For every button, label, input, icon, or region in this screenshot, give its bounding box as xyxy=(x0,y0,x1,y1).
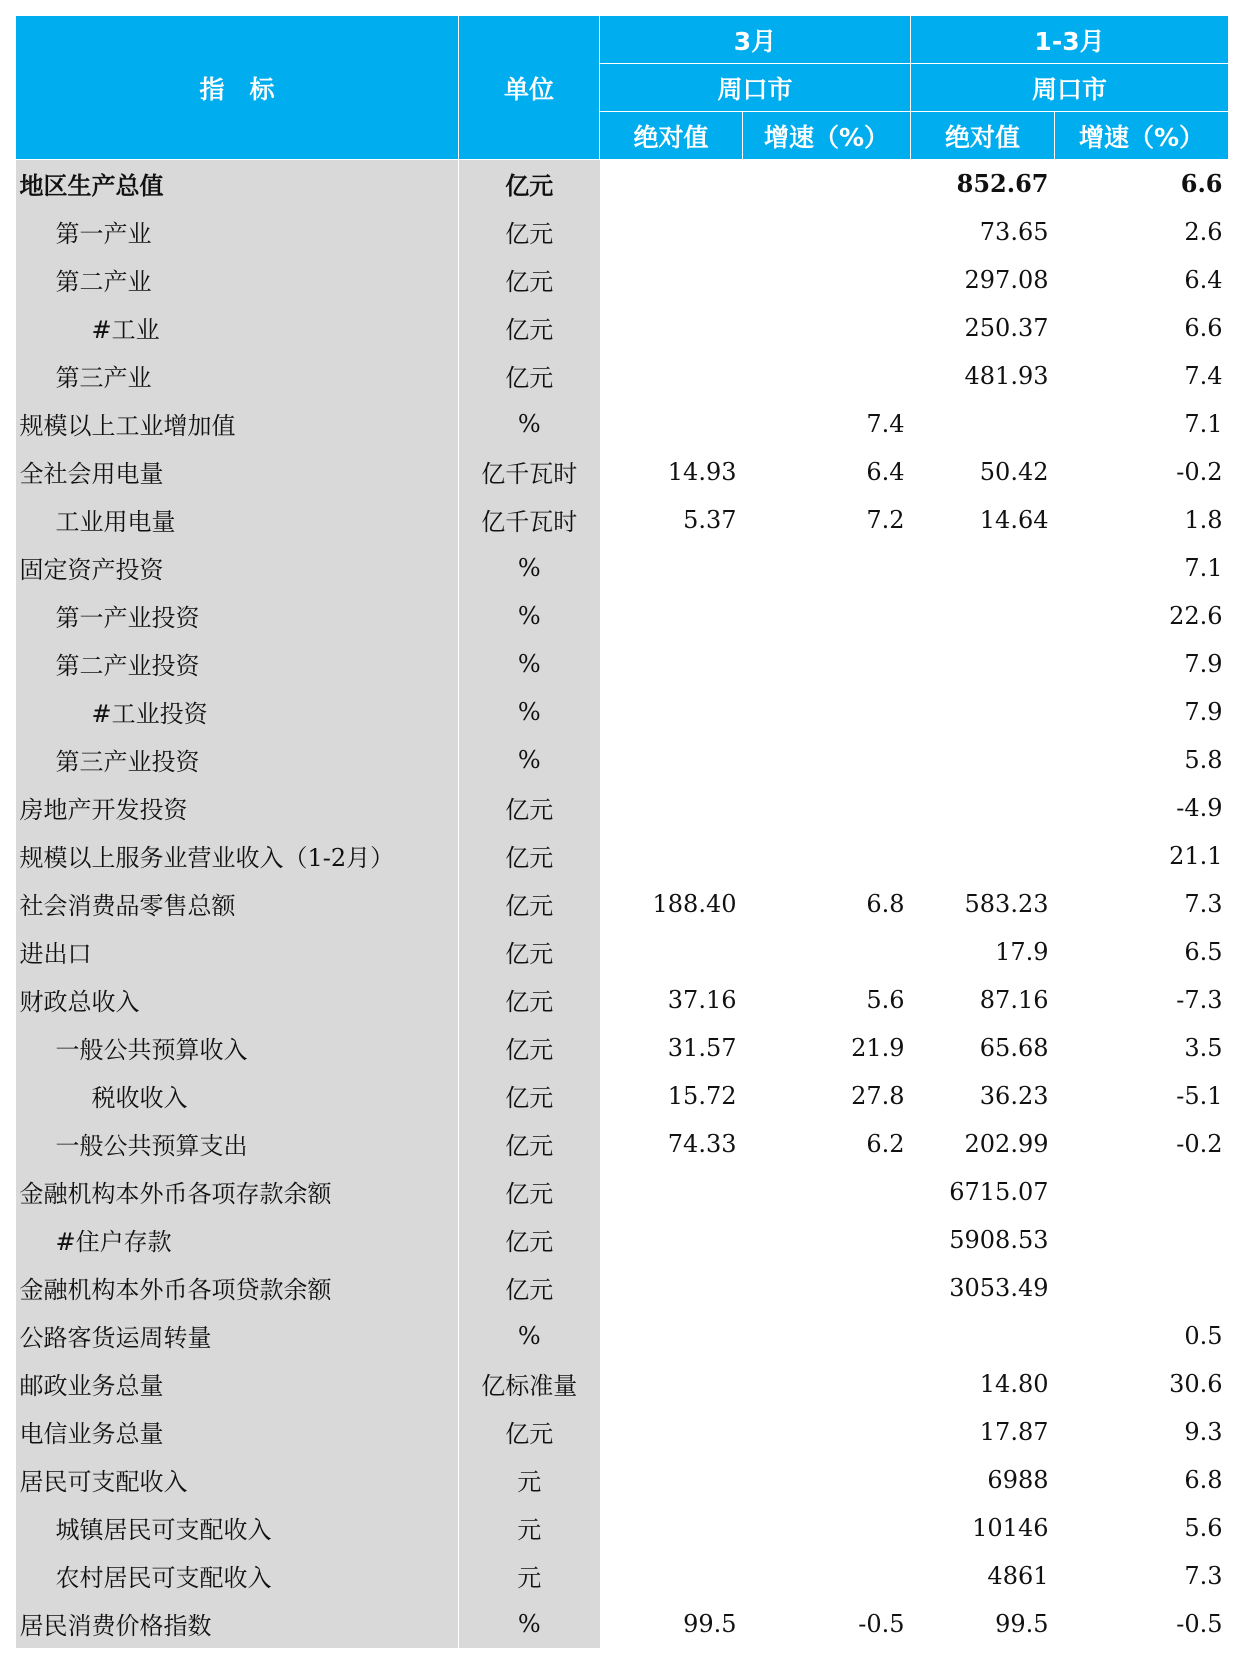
row-month-abs xyxy=(600,1552,743,1600)
row-month-growth xyxy=(743,352,911,400)
row-month-growth xyxy=(743,832,911,880)
row-cum-abs xyxy=(911,736,1055,784)
table-row xyxy=(16,1312,1229,1360)
row-name: 规模以上工业增加值 xyxy=(16,400,459,448)
table-row xyxy=(16,976,1229,1024)
row-unit: 亿元 xyxy=(459,304,600,352)
row-cum-abs xyxy=(911,640,1055,688)
row-name: 第三产业 xyxy=(16,352,459,400)
row-cum-growth: 0.5 xyxy=(1055,1312,1229,1360)
row-name: 第一产业 xyxy=(16,208,459,256)
row-cum-growth: 6.5 xyxy=(1055,928,1229,976)
row-month-growth: 6.2 xyxy=(743,1120,911,1168)
row-cum-abs: 14.80 xyxy=(911,1360,1055,1408)
row-cum-growth: 22.6 xyxy=(1055,592,1229,640)
row-month-abs xyxy=(600,1360,743,1408)
row-cum-abs: 17.87 xyxy=(911,1408,1055,1456)
row-month-abs xyxy=(600,256,743,304)
table-row xyxy=(16,880,1229,928)
row-month-abs: 74.33 xyxy=(600,1120,743,1168)
row-cum-abs: 87.16 xyxy=(911,976,1055,1024)
row-month-abs: 188.40 xyxy=(600,880,743,928)
row-name: #工业投资 xyxy=(16,688,459,736)
row-month-abs xyxy=(600,1312,743,1360)
row-cum-growth: 7.3 xyxy=(1055,1552,1229,1600)
row-month-abs: 15.72 xyxy=(600,1072,743,1120)
row-cum-abs: 73.65 xyxy=(911,208,1055,256)
header-region-cumulative: 周口市 xyxy=(911,64,1229,112)
row-month-abs xyxy=(600,208,743,256)
row-cum-growth: 3.5 xyxy=(1055,1024,1229,1072)
row-unit: 元 xyxy=(459,1456,600,1504)
header-growth-month: 增速（%） xyxy=(743,112,911,160)
row-unit: % xyxy=(459,640,600,688)
row-unit: 亿元 xyxy=(459,1216,600,1264)
row-month-abs: 14.93 xyxy=(600,448,743,496)
table-row xyxy=(16,640,1229,688)
row-month-abs xyxy=(600,1456,743,1504)
row-month-growth xyxy=(743,928,911,976)
row-month-abs xyxy=(600,1264,743,1312)
row-unit: 亿元 xyxy=(459,1120,600,1168)
row-name: 一般公共预算支出 xyxy=(16,1120,459,1168)
row-month-growth xyxy=(743,640,911,688)
row-unit: 亿元 xyxy=(459,928,600,976)
row-cum-abs: 6988 xyxy=(911,1456,1055,1504)
row-month-growth: 21.9 xyxy=(743,1024,911,1072)
header-period-cumulative: 1-3月 xyxy=(911,16,1229,64)
row-month-growth xyxy=(743,256,911,304)
row-cum-abs xyxy=(911,1312,1055,1360)
row-name: #住户存款 xyxy=(16,1216,459,1264)
row-cum-growth: 7.3 xyxy=(1055,880,1229,928)
statistics-table xyxy=(15,15,1229,1648)
row-cum-abs: 36.23 xyxy=(911,1072,1055,1120)
row-month-abs xyxy=(600,640,743,688)
row-unit: % xyxy=(459,1600,600,1648)
row-name: #工业 xyxy=(16,304,459,352)
row-unit: % xyxy=(459,1312,600,1360)
table-row xyxy=(16,1120,1229,1168)
row-month-abs: 37.16 xyxy=(600,976,743,1024)
row-cum-growth: -0.5 xyxy=(1055,1600,1229,1648)
row-unit: 元 xyxy=(459,1504,600,1552)
table-row xyxy=(16,688,1229,736)
row-cum-growth: 7.9 xyxy=(1055,640,1229,688)
row-name: 第一产业投资 xyxy=(16,592,459,640)
row-cum-abs: 481.93 xyxy=(911,352,1055,400)
row-month-abs xyxy=(600,1504,743,1552)
row-unit: % xyxy=(459,688,600,736)
row-month-abs xyxy=(600,160,743,208)
row-unit: 亿元 xyxy=(459,880,600,928)
row-month-growth: -0.5 xyxy=(743,1600,911,1648)
row-cum-growth: 6.6 xyxy=(1055,160,1229,208)
row-month-growth: 7.4 xyxy=(743,400,911,448)
table-row xyxy=(16,208,1229,256)
header-indicator: 指 标 xyxy=(16,16,459,160)
row-unit: 亿元 xyxy=(459,256,600,304)
row-month-growth xyxy=(743,160,911,208)
row-cum-abs: 4861 xyxy=(911,1552,1055,1600)
row-unit: 亿元 xyxy=(459,976,600,1024)
row-month-growth xyxy=(743,736,911,784)
row-unit: 亿元 xyxy=(459,1072,600,1120)
row-cum-growth: 21.1 xyxy=(1055,832,1229,880)
row-month-abs xyxy=(600,544,743,592)
row-name: 第二产业投资 xyxy=(16,640,459,688)
row-unit: 亿元 xyxy=(459,352,600,400)
row-name: 电信业务总量 xyxy=(16,1408,459,1456)
header-growth-cumulative: 增速（%） xyxy=(1055,112,1229,160)
row-name: 规模以上服务业营业收入（1-2月） xyxy=(16,832,459,880)
row-month-growth: 6.4 xyxy=(743,448,911,496)
row-cum-abs: 99.5 xyxy=(911,1600,1055,1648)
row-cum-abs: 297.08 xyxy=(911,256,1055,304)
row-name: 邮政业务总量 xyxy=(16,1360,459,1408)
table-body xyxy=(16,160,1229,1648)
table-row xyxy=(16,544,1229,592)
row-cum-abs: 65.68 xyxy=(911,1024,1055,1072)
row-cum-abs xyxy=(911,784,1055,832)
row-unit: % xyxy=(459,592,600,640)
row-month-abs xyxy=(600,304,743,352)
row-cum-abs xyxy=(911,400,1055,448)
row-cum-growth xyxy=(1055,1264,1229,1312)
row-unit: 亿元 xyxy=(459,1264,600,1312)
table-row xyxy=(16,1024,1229,1072)
row-cum-abs: 3053.49 xyxy=(911,1264,1055,1312)
header-abs-month: 绝对值 xyxy=(600,112,743,160)
table-row xyxy=(16,784,1229,832)
row-month-growth: 7.2 xyxy=(743,496,911,544)
row-cum-growth: 2.6 xyxy=(1055,208,1229,256)
row-cum-growth: 5.6 xyxy=(1055,1504,1229,1552)
row-name: 地区生产总值 xyxy=(16,160,459,208)
header-period-month: 3月 xyxy=(600,16,911,64)
table-row xyxy=(16,1552,1229,1600)
row-cum-growth: 6.4 xyxy=(1055,256,1229,304)
row-unit: 亿元 xyxy=(459,208,600,256)
row-unit: 亿元 xyxy=(459,832,600,880)
row-cum-abs xyxy=(911,832,1055,880)
table-row xyxy=(16,1072,1229,1120)
row-unit: % xyxy=(459,544,600,592)
table-row xyxy=(16,304,1229,352)
table-row xyxy=(16,496,1229,544)
row-cum-abs: 202.99 xyxy=(911,1120,1055,1168)
row-name: 金融机构本外币各项存款余额 xyxy=(16,1168,459,1216)
table-row xyxy=(16,160,1229,208)
row-name: 城镇居民可支配收入 xyxy=(16,1504,459,1552)
row-cum-growth: -4.9 xyxy=(1055,784,1229,832)
row-month-growth xyxy=(743,1408,911,1456)
table-row xyxy=(16,1600,1229,1648)
row-month-growth xyxy=(743,304,911,352)
row-cum-growth xyxy=(1055,1216,1229,1264)
row-cum-growth: -7.3 xyxy=(1055,976,1229,1024)
row-month-abs xyxy=(600,832,743,880)
row-name: 进出口 xyxy=(16,928,459,976)
table-row xyxy=(16,448,1229,496)
row-month-abs xyxy=(600,400,743,448)
row-unit: 元 xyxy=(459,1552,600,1600)
row-month-growth xyxy=(743,592,911,640)
table-row xyxy=(16,1408,1229,1456)
row-month-growth xyxy=(743,208,911,256)
row-cum-abs: 10146 xyxy=(911,1504,1055,1552)
row-month-abs: 5.37 xyxy=(600,496,743,544)
row-name: 公路客货运周转量 xyxy=(16,1312,459,1360)
row-name: 居民消费价格指数 xyxy=(16,1600,459,1648)
row-month-growth xyxy=(743,1264,911,1312)
row-month-growth xyxy=(743,1456,911,1504)
row-name: 税收收入 xyxy=(16,1072,459,1120)
table-row xyxy=(16,736,1229,784)
table-row xyxy=(16,1456,1229,1504)
row-cum-abs: 852.67 xyxy=(911,160,1055,208)
row-cum-growth: 7.1 xyxy=(1055,544,1229,592)
row-cum-growth: -0.2 xyxy=(1055,1120,1229,1168)
row-cum-abs: 50.42 xyxy=(911,448,1055,496)
row-name: 房地产开发投资 xyxy=(16,784,459,832)
table-row xyxy=(16,256,1229,304)
row-unit: 亿元 xyxy=(459,1168,600,1216)
table-row xyxy=(16,1216,1229,1264)
row-unit: 亿元 xyxy=(459,1408,600,1456)
row-cum-growth: 9.3 xyxy=(1055,1408,1229,1456)
row-cum-abs xyxy=(911,592,1055,640)
row-name: 金融机构本外币各项贷款余额 xyxy=(16,1264,459,1312)
row-unit: 亿千瓦时 xyxy=(459,448,600,496)
row-cum-abs xyxy=(911,544,1055,592)
row-name: 财政总收入 xyxy=(16,976,459,1024)
row-unit: % xyxy=(459,736,600,784)
row-cum-growth: 7.1 xyxy=(1055,400,1229,448)
row-month-abs xyxy=(600,784,743,832)
row-cum-abs: 6715.07 xyxy=(911,1168,1055,1216)
table-row xyxy=(16,1360,1229,1408)
row-month-growth xyxy=(743,1168,911,1216)
row-name: 农村居民可支配收入 xyxy=(16,1552,459,1600)
row-name: 工业用电量 xyxy=(16,496,459,544)
row-month-abs xyxy=(600,592,743,640)
row-month-abs xyxy=(600,1216,743,1264)
row-month-abs xyxy=(600,1168,743,1216)
table-row xyxy=(16,400,1229,448)
row-cum-growth: 6.6 xyxy=(1055,304,1229,352)
row-cum-abs: 17.9 xyxy=(911,928,1055,976)
header-abs-cumulative: 绝对值 xyxy=(911,112,1055,160)
row-cum-growth: 1.8 xyxy=(1055,496,1229,544)
row-month-growth xyxy=(743,1312,911,1360)
row-month-abs xyxy=(600,1408,743,1456)
row-unit: 亿标准量 xyxy=(459,1360,600,1408)
row-month-abs xyxy=(600,352,743,400)
row-month-growth xyxy=(743,688,911,736)
row-month-abs xyxy=(600,688,743,736)
row-name: 全社会用电量 xyxy=(16,448,459,496)
row-month-growth: 6.8 xyxy=(743,880,911,928)
row-unit: 亿千瓦时 xyxy=(459,496,600,544)
row-cum-growth: 7.4 xyxy=(1055,352,1229,400)
table-row xyxy=(16,592,1229,640)
row-name: 固定资产投资 xyxy=(16,544,459,592)
table-row xyxy=(16,928,1229,976)
row-cum-growth: 6.8 xyxy=(1055,1456,1229,1504)
row-cum-abs: 250.37 xyxy=(911,304,1055,352)
row-month-abs xyxy=(600,736,743,784)
table-row xyxy=(16,1168,1229,1216)
row-month-abs: 31.57 xyxy=(600,1024,743,1072)
row-unit: % xyxy=(459,400,600,448)
table-row xyxy=(16,1264,1229,1312)
table-row xyxy=(16,1504,1229,1552)
row-cum-abs xyxy=(911,688,1055,736)
row-month-growth xyxy=(743,544,911,592)
table-row xyxy=(16,352,1229,400)
row-month-growth: 5.6 xyxy=(743,976,911,1024)
row-cum-growth xyxy=(1055,1168,1229,1216)
row-cum-growth: 5.8 xyxy=(1055,736,1229,784)
row-name: 第二产业 xyxy=(16,256,459,304)
table-header xyxy=(16,16,1229,160)
row-name: 居民可支配收入 xyxy=(16,1456,459,1504)
row-month-growth: 27.8 xyxy=(743,1072,911,1120)
row-month-growth xyxy=(743,1216,911,1264)
row-month-growth xyxy=(743,784,911,832)
row-month-growth xyxy=(743,1552,911,1600)
row-cum-growth: -5.1 xyxy=(1055,1072,1229,1120)
row-cum-growth: 7.9 xyxy=(1055,688,1229,736)
row-month-abs: 99.5 xyxy=(600,1600,743,1648)
row-cum-abs: 14.64 xyxy=(911,496,1055,544)
row-cum-abs: 583.23 xyxy=(911,880,1055,928)
row-cum-abs: 5908.53 xyxy=(911,1216,1055,1264)
row-unit: 亿元 xyxy=(459,160,600,208)
row-name: 一般公共预算收入 xyxy=(16,1024,459,1072)
row-cum-growth: -0.2 xyxy=(1055,448,1229,496)
header-unit: 单位 xyxy=(459,16,600,160)
table-row xyxy=(16,832,1229,880)
row-unit: 亿元 xyxy=(459,1024,600,1072)
row-name: 第三产业投资 xyxy=(16,736,459,784)
row-month-growth xyxy=(743,1360,911,1408)
row-unit: 亿元 xyxy=(459,784,600,832)
row-month-growth xyxy=(743,1504,911,1552)
row-name: 社会消费品零售总额 xyxy=(16,880,459,928)
header-region-month: 周口市 xyxy=(600,64,911,112)
row-cum-growth: 30.6 xyxy=(1055,1360,1229,1408)
row-month-abs xyxy=(600,928,743,976)
